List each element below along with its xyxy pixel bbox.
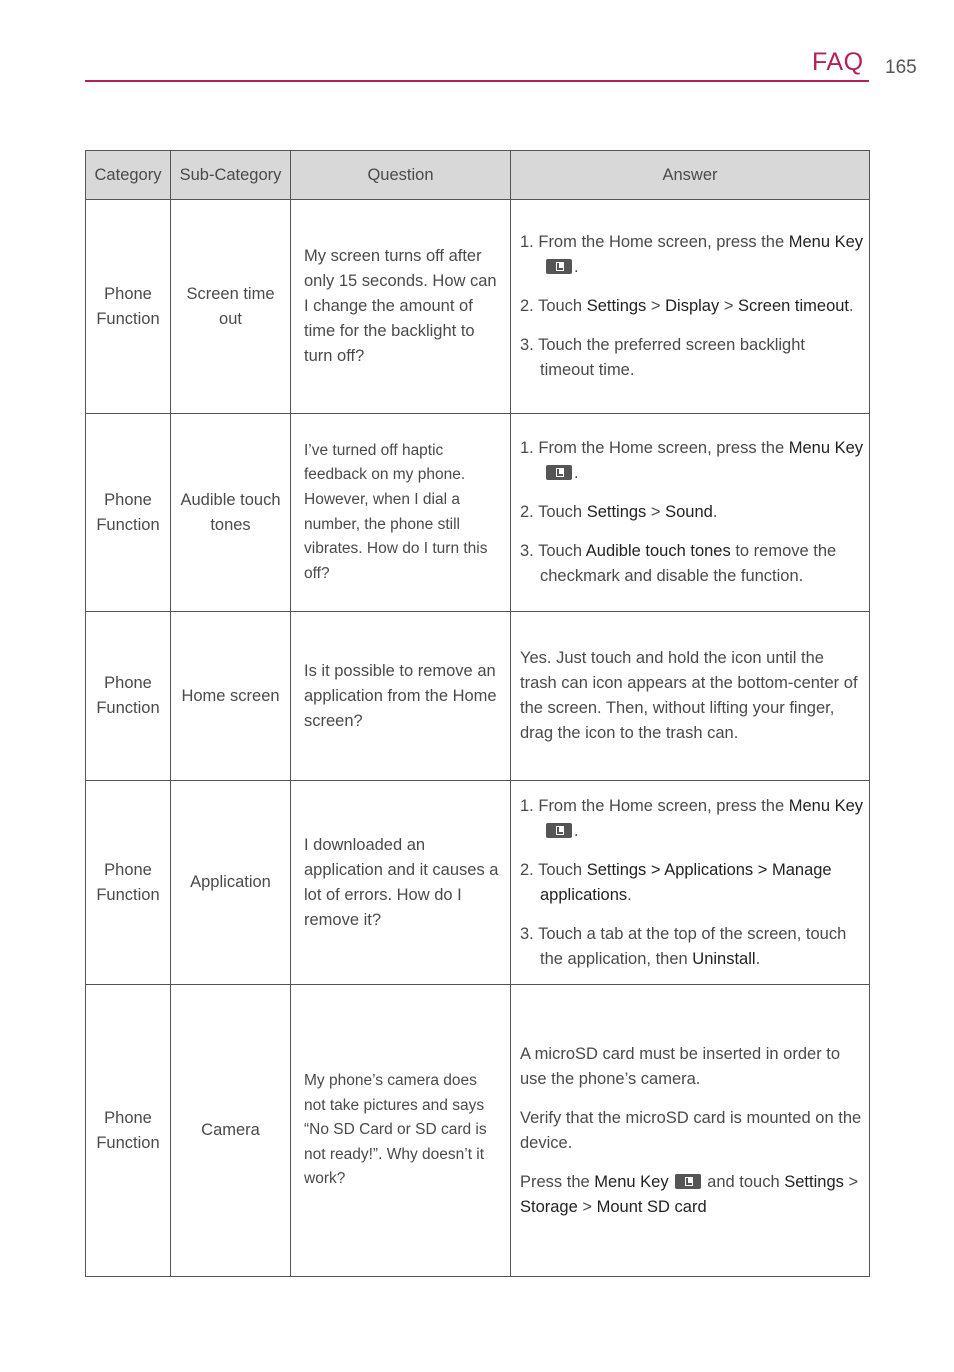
faq-table [85, 150, 870, 1277]
question-cell: My screen turns off after only 15 seconds. How can I change the amount of time for the backlight to turn off? [291, 200, 511, 414]
answer-step: 3. Touch Audible touch tones to remove the checkmark and disable the function. [520, 542, 837, 585]
question-cell: My phone’s camera does not take pictures and says “No SD Card or SD card is not ready!”. Why doesn’t it work? [291, 985, 511, 1277]
answer-cell [511, 200, 870, 414]
category-cell: Phone Function [86, 612, 171, 781]
subcategory-cell: Home screen [171, 612, 291, 781]
answer-step: 3. Touch a tab at the top of the screen, touch the application, then Uninstall. [520, 924, 847, 968]
menu-key-icon [546, 465, 572, 480]
answer-cell [511, 985, 870, 1277]
header-divider [85, 80, 869, 82]
subcategory-cell: Screen time out [171, 200, 291, 414]
column-header-question: Question [291, 151, 511, 200]
table-row [86, 612, 870, 781]
answer-cell [511, 781, 870, 985]
page-number: 165 [885, 57, 917, 78]
category-cell: Phone Function [86, 985, 171, 1277]
subcategory-cell: Application [171, 781, 291, 985]
column-header-answer: Answer [511, 151, 870, 200]
answer-steps [520, 794, 863, 972]
column-header-subcategory: Sub-Category [171, 151, 291, 200]
answer-text: Yes. Just touch and hold the icon until the trash can icon appears at the bottom-center of the screen. Then, without lifting your finger, drag the icon to the trash can. [520, 649, 858, 742]
answer-step: 1. From the Home screen, press the Menu Key. [520, 439, 864, 482]
subcategory-cell: Audible touch tones [171, 414, 291, 612]
table-row [86, 781, 870, 985]
answer-cell [511, 612, 870, 781]
menu-key-icon [546, 823, 572, 838]
answer-cell [511, 414, 870, 612]
menu-key-icon [546, 259, 572, 274]
answer-step: 2. Touch Settings > Display > Screen timeout. [520, 297, 854, 315]
table-row [86, 985, 870, 1277]
page-section-title: FAQ [812, 48, 864, 76]
answer-paragraph: A microSD card must be inserted in order to use the phone’s camera. [520, 1044, 841, 1088]
category-cell: Phone Function [86, 781, 171, 985]
column-header-category: Category [86, 151, 171, 200]
category-cell: Phone Function [86, 200, 171, 414]
answer-step: 2. Touch Settings > Sound. [520, 503, 718, 521]
answer-step: 1. From the Home screen, press the Menu Key. [520, 796, 864, 840]
question-cell: Is it possible to remove an application from the Home screen? [291, 612, 511, 781]
answer-step: 3. Touch the preferred screen backlight timeout time. [520, 336, 805, 379]
question-cell: I downloaded an application and it causes a lot of errors. How do I remove it? [291, 781, 511, 985]
subcategory-cell: Camera [171, 985, 291, 1277]
question-cell: I’ve turned off haptic feedback on my phone. However, when I dial a number, the phone still vibrates. How do I turn this off? [291, 414, 511, 612]
category-cell: Phone Function [86, 414, 171, 612]
answer-steps [520, 436, 863, 589]
table-header-row [86, 151, 870, 200]
answer-paragraph: Press the Menu Key and touch Settings > Storage > Mount SD card [520, 1172, 859, 1216]
table-row [86, 414, 870, 612]
table-row [86, 200, 870, 414]
menu-key-icon [675, 1174, 701, 1189]
answer-steps [520, 230, 863, 383]
answer-paragraph: Verify that the microSD card is mounted on the device. [520, 1108, 862, 1152]
answer-step: 2. Touch Settings > Applications > Manage applications. [520, 860, 832, 904]
answer-step: 1. From the Home screen, press the Menu Key. [520, 233, 864, 276]
